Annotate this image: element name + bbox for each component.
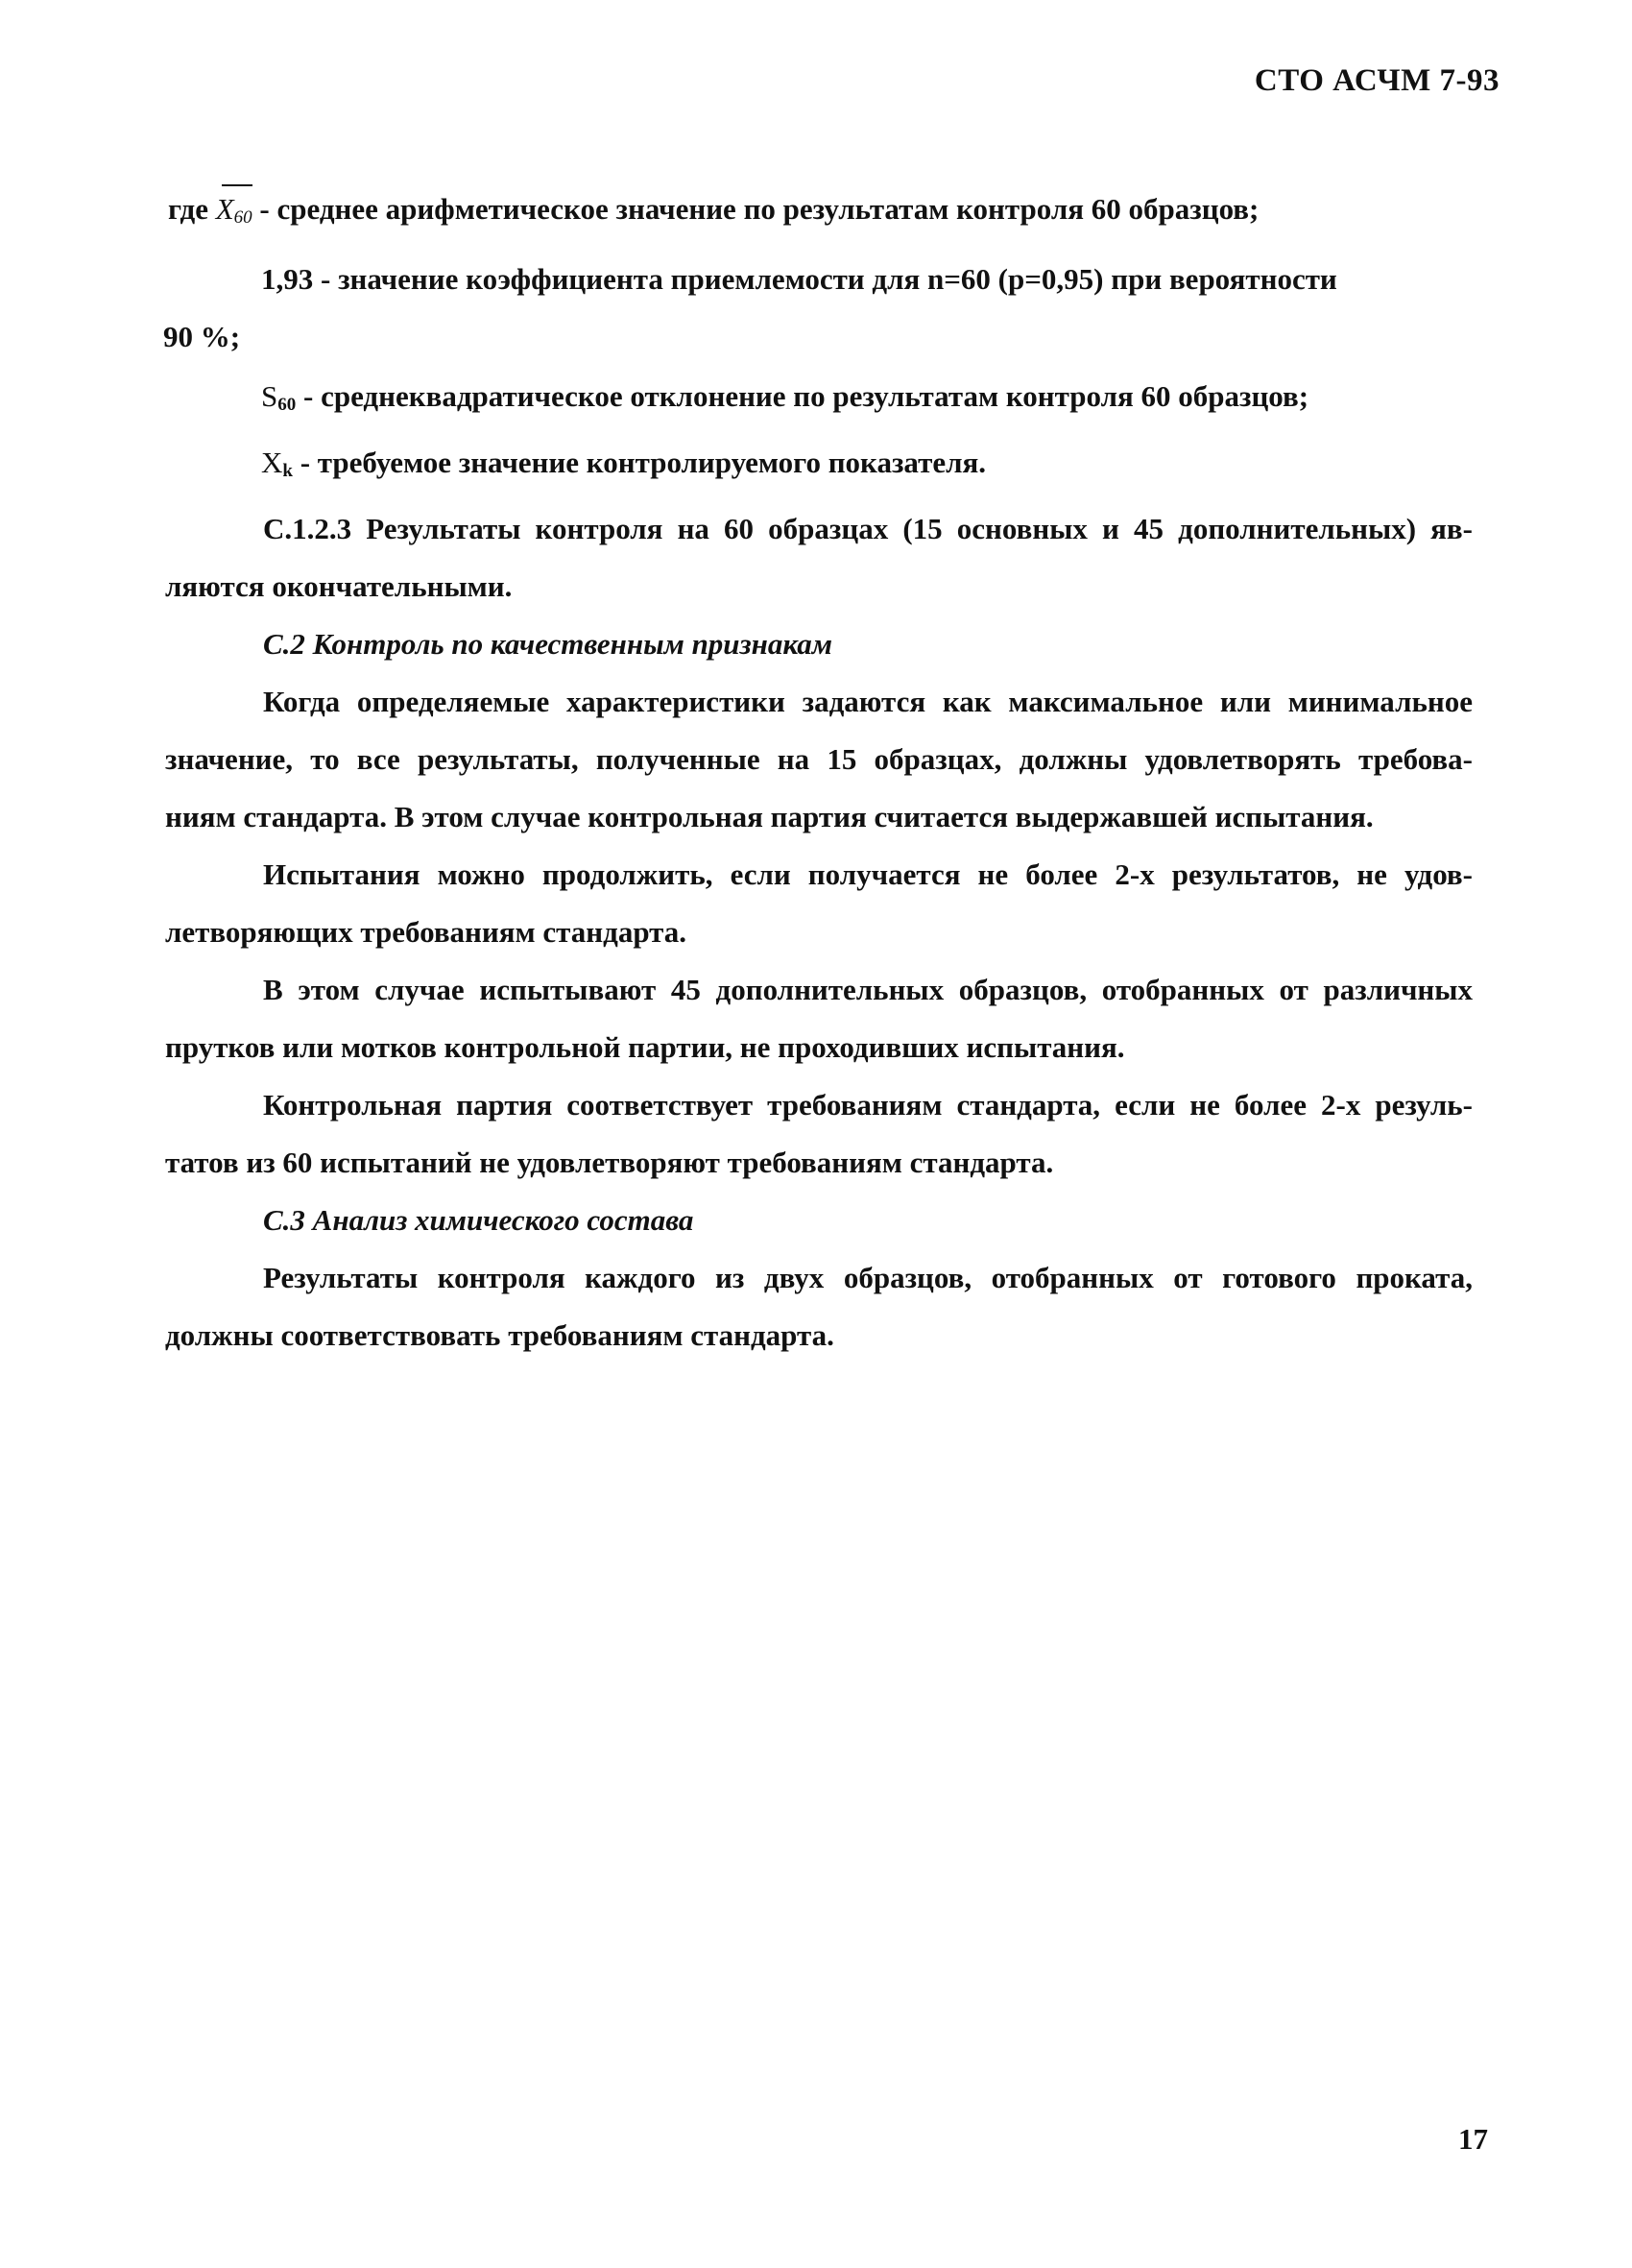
s60-description: - среднеквадратическое отклонение по результатам контроля 60 образцов;: [296, 379, 1309, 413]
xk-symbol: $X_k$: [261, 446, 293, 481]
para1-line1: Когда определяемые характеристики задаются как максимальное или минимальное: [263, 685, 1473, 718]
para4-line2: татов из 60 испытаний не удовлетворяют требованиям стандарта.: [165, 1146, 1054, 1179]
para3-line2: прутков или мотков контрольной партии, не проходивших испытания.: [165, 1030, 1125, 1064]
section-c123-line1: С.1.2.3 Результаты контроля на 60 образцах (15 основных и 45 дополнительных) яв-: [263, 512, 1473, 545]
where-prefix: где: [168, 192, 208, 226]
s60-symbol: $S_{60}$: [261, 379, 297, 415]
para2-line2: летворяющих требованиям стандарта.: [165, 915, 687, 949]
x60-description: - среднее арифметическое значение по результатам контроля 60 образцов;: [252, 192, 1260, 226]
para2-line1: Испытания можно продолжить, если получается не более 2-х результатов, не удов-: [263, 857, 1473, 891]
section-c3-heading: С.3 Анализ химического состава: [263, 1203, 694, 1237]
para5-line1: Результаты контроля каждого из двух образцов, отобранных от готового проката,: [263, 1261, 1473, 1294]
section-c2-heading: С.2 Контроль по качественным признакам: [263, 627, 833, 661]
para1-line2: значение, то все результаты, полученные на 15 образцах, должны удовлетворять требова-: [165, 742, 1473, 776]
para1-line3: ниям стандарта. В этом случае контрольная партия считается выдержавшей испытания.: [165, 800, 1374, 833]
xk-definition: [165, 434, 1473, 500]
coefficient-definition-cont: 90 %;: [163, 320, 241, 353]
s60-definition: [165, 368, 1473, 434]
overline-mark: [222, 184, 252, 186]
para3-line1: В этом случае испытывают 45 дополнительных образцов, отобранных от различных: [263, 973, 1473, 1006]
document-code: СТО АСЧМ 7-93: [1254, 63, 1500, 98]
para5-line2: должны соответствовать требованиям стандарта.: [165, 1318, 834, 1352]
document-body: [165, 179, 1473, 1364]
section-c123-line2: ляются окончательными.: [165, 569, 513, 603]
x60-symbol: $X_{60}$: [216, 179, 252, 247]
page-number: 17: [1458, 2122, 1488, 2156]
xk-description: - требуемое значение контролируемого показателя.: [292, 446, 987, 479]
para4-line1: Контрольная партия соответствует требованиям стандарта, если не более 2-х резуль-: [263, 1088, 1473, 1122]
coefficient-definition: 1,93 - значение коэффициента приемлемости для n=60 (p=0,95) при вероятности: [261, 262, 1337, 296]
x60-definition: [165, 179, 1473, 247]
